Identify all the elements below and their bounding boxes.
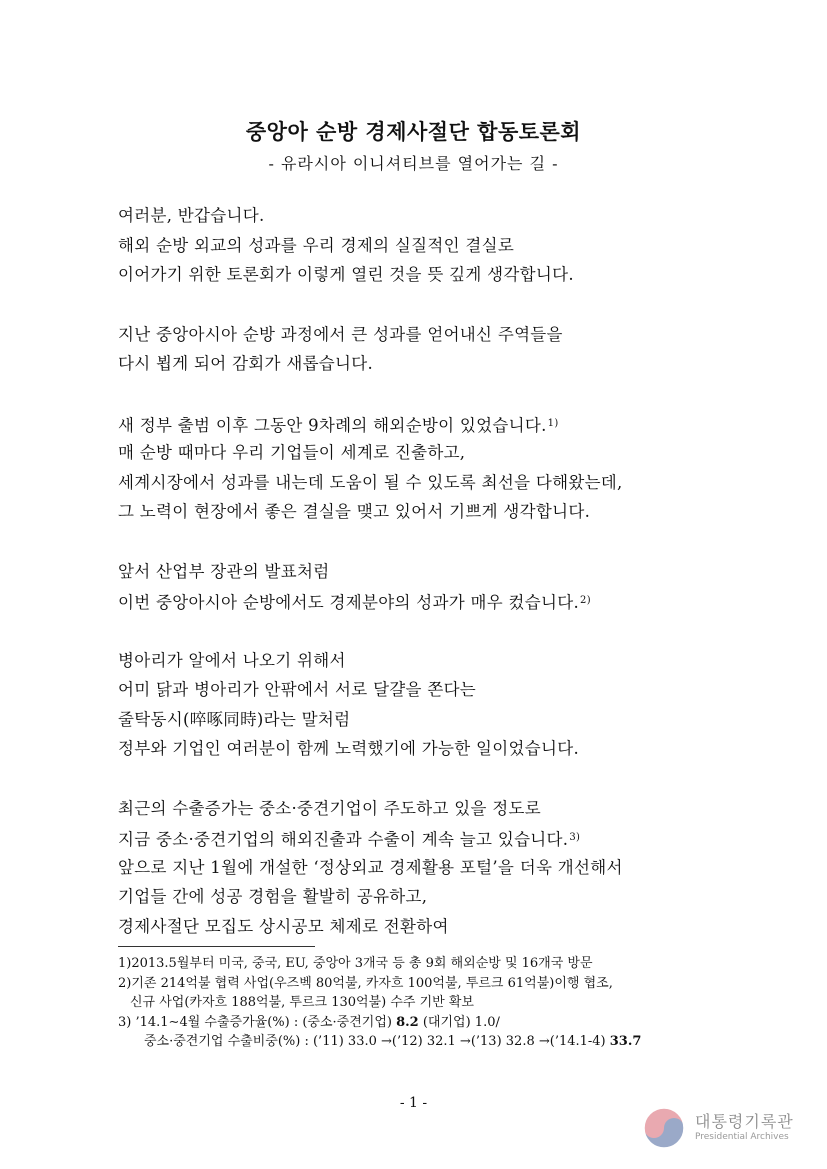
- body-line: 앞으로 지난 1월에 개설한 ‘정상외교 경제활용 포털’을 더욱 개선해서: [118, 857, 623, 877]
- body-line: 지난 중앙아시아 순방 과정에서 큰 성과를 얻어내신 주역들을: [118, 324, 563, 344]
- footnote-3-continued-bold-value: 33.7: [609, 1034, 642, 1049]
- footnote-2-continued: 신규 사업(카자흐 188억불, 투르크 130억불) 수주 기반 확보: [130, 995, 474, 1010]
- archive-name: 대통령기록관: [695, 1112, 794, 1131]
- footnote-ref-1: 1): [547, 417, 559, 429]
- footnote-3: [118, 1013, 718, 1033]
- body-line: [118, 409, 738, 439]
- body-line: 기업들 간에 성공 경험을 활발히 공유하고,: [118, 887, 428, 906]
- body-line: 다시 뵙게 되어 감회가 새롭습니다.: [118, 354, 374, 373]
- footnote-ref-2: 2): [580, 595, 591, 606]
- body-line: [118, 823, 738, 853]
- footnote-3-text-end: (대기업) 1.0/: [418, 1014, 500, 1030]
- footnote-3-text: 3) ’14.1∼4월 수출증가율(%) : (중소·중견기업): [118, 1014, 397, 1030]
- body-line: 앞서 산업부 장관의 발표처럼: [118, 561, 330, 581]
- body-line-text: 새 정부 출범 이후 그동안 9차례의 해외순방이 있었습니다.: [118, 415, 547, 435]
- footnote-2: 2)기존 214억불 협력 사업(우즈벡 80억불, 카자흐 100억불, 투르크 61억불)이행 협조,: [118, 975, 613, 991]
- body-line: 매 순방 때마다 우리 기업들이 세계로 진출하고,: [118, 443, 466, 462]
- archive-watermark: [643, 1107, 813, 1151]
- footnote-3-continued: [118, 1032, 718, 1052]
- body-line: 최근의 수출증가는 중소·중견기업이 주도하고 있을 정도로: [118, 798, 542, 818]
- footnote-1: 1)2013.5월부터 미국, 중국, EU, 중앙아 3개국 등 총 9회 해외순방 및 16개국 방문: [118, 956, 593, 971]
- footnote-3-continued-text: 중소·중견기업 수출비중(%) : (’11) 33.0 →(’12) 32.1 →(’13) 32.8 →(’14.1-4): [144, 1034, 610, 1049]
- body-line: 병아리가 알에서 나오기 위해서: [118, 650, 346, 670]
- footnote-ref-3: 3): [569, 832, 581, 843]
- body-line: 그 노력이 현장에서 좋은 결실을 맺고 있어서 기쁘게 생각합니다.: [118, 502, 591, 521]
- taeguk-emblem-icon: [643, 1107, 685, 1149]
- body-line: 어미 닭과 병아리가 안팎에서 서로 달걀을 쫀다는: [118, 680, 477, 699]
- page-subtitle: - 유라시아 이니셔티브를 열어가는 길 -: [268, 154, 559, 173]
- page-number: - 1 -: [399, 1095, 428, 1111]
- body-line: 줄탁동시(啐啄同時)라는 말처럼: [118, 709, 351, 729]
- body-line-text: 지금 중소·중견기업의 해외진출과 수출이 계속 늘고 있습니다.: [118, 830, 569, 849]
- body-line: 여러분, 반갑습니다.: [118, 206, 265, 225]
- body-line-text: 이번 중앙아시아 순방에서도 경제분야의 성과가 매우 컸습니다.: [118, 593, 580, 612]
- speech-body: [118, 201, 738, 941]
- body-line: 이어가기 위한 토론회가 이렇게 열린 것을 뜻 깊게 생각합니다.: [118, 265, 574, 284]
- page-title: 중앙아 순방 경제사절단 합동토론회: [245, 120, 582, 144]
- body-line: 정부와 기업인 여러분이 함께 노력했기에 가능한 일이었습니다.: [118, 739, 580, 758]
- footnote-3-bold-value: 8.2: [396, 1014, 419, 1030]
- body-line: 해외 순방 외교의 성과를 우리 경제의 실질적인 결실로: [118, 235, 515, 255]
- footnote-divider: [118, 946, 315, 947]
- body-line: 경제사절단 모집도 상시공모 체제로 전환하여: [118, 916, 449, 936]
- footnotes: [118, 954, 718, 1052]
- archive-name-english: Presidential Archives: [695, 1132, 789, 1142]
- body-line: [118, 586, 738, 616]
- body-line: 세계시장에서 성과를 내는데 도움이 될 수 있도록 최선을 다해왔는데,: [118, 472, 623, 492]
